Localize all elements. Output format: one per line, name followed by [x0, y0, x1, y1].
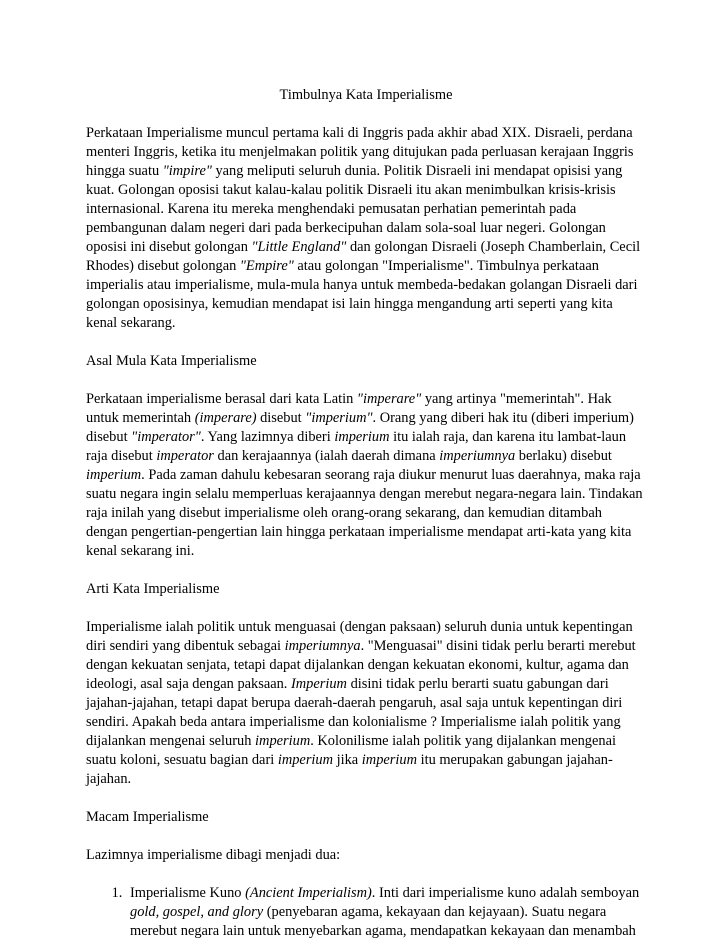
italic-text-run: "imperare" [356, 391, 422, 407]
italic-text-run: imperium [86, 467, 142, 483]
text-run: itu merupakan gabungan jajahan-jajahan. [86, 752, 613, 787]
text-run: disebut [256, 410, 306, 426]
italic-text-run: Imperium [291, 676, 347, 692]
text-run: atau golongan "Imperialisme". Timbulnya perkataan imperialis atau imperialisme, mula-mula hanya untuk membeda-bedakan golangan Disraeli dari golongan oposisinya, kemudian mendapat isi lain hingga mengandung arti seperti yang kita kenal sekarang. [86, 258, 638, 331]
text-run: . Yang lazimnya diberi [200, 429, 335, 445]
heading-asal-mula: Asal Mula Kata Imperialisme [86, 353, 257, 369]
text-run: dan golongan Disraeli (Joseph Chamberlain, Cecil Rhodes) disebut golongan [86, 239, 641, 274]
italic-text-run: imperiumnya [439, 448, 516, 464]
text-run: Perkataan imperialisme berasal dari kata Latin [86, 391, 357, 407]
paragraph-etymology [86, 390, 646, 561]
text-run: (penyebaran agama, kekayaan dan kejayaan). Suatu negara merebut negara lain untuk menyebarkan agama, mendapatkan kekayaan dan menambah [130, 904, 636, 939]
imperialism-types-list [86, 884, 646, 941]
text-run: . Inti dari imperialisme kuno adalah semboyan [371, 885, 640, 901]
paragraph-meaning [86, 618, 646, 789]
paragraph-types-intro: Lazimnya imperialisme dibagi menjadi dua: [86, 847, 341, 863]
italic-text-run: "imperator" [131, 429, 201, 445]
italic-text-run: (Ancient Imperialism) [245, 885, 372, 901]
document-title: Timbulnya Kata Imperialisme [279, 87, 453, 103]
italic-text-run: "imperium" [305, 410, 373, 426]
text-run: . Kolonilisme ialah politik yang dijalankan mengenai suatu koloni, sesuatu bagian dari [86, 733, 616, 768]
italic-text-run: imperiumnya [284, 638, 361, 654]
text-run: jika [333, 752, 362, 768]
text-run: berlaku) disebut [515, 448, 612, 464]
italic-text-run: imperium [334, 429, 390, 445]
text-run: disini tidak perlu berarti suatu gabungan dari jajahan-jajahan, tetapi dapat berupa daerah-daerah pengaruh, asal saja untuk kepentingan diri sendiri. Apakah beda antara imperialisme dan kolonialisme ? Imperialisme ialah politik yang dijalankan mengenai seluruh [86, 676, 623, 749]
text-run: Perkataan Imperialisme muncul pertama kali di Inggris pada akhir abad XIX. Disraeli, perdana menteri Inggris, ketika itu menjelmakan politik yang ditujukan pada perluasan kerajaan Inggris hingga suatu [86, 125, 634, 179]
text-run: Imperialisme ialah politik untuk menguasai (dengan paksaan) seluruh dunia untuk kepentingan diri sendiri yang dibentuk sebagai [86, 619, 633, 654]
text-run: yang meliputi seluruh dunia. Politik Disraeli ini mendapat opisisi yang kuat. Golongan oposisi takut kalau-kalau politik Disraeli itu akan menimbulkan krisis-krisis internasional. Karena itu mereka menghendaki pemusatan perhatian pemerintah pada pembangunan dalam negeri dari pada berkecipuhan dalam sola-soal luar negeri. Golongan oposisi ini disebut golongan [86, 163, 623, 255]
italic-text-run: imperium [255, 733, 311, 749]
text-run: . Orang yang diberi hak itu (diberi imperium) disebut [86, 410, 634, 445]
document-page [86, 86, 646, 941]
italic-text-run: "Empire" [239, 258, 294, 274]
text-run: . Pada zaman dahulu kebesaran seorang raja diukur menurut luas daerahnya, maka raja suatu negara ingin selalu memperluas kerajaannya dengan merebut negara-negara lain. Tindakan raja inilah yang disebut imperialisme oleh orang-orang sekarang, dan kemudian ditambah dengan pengertian-pengertian lain hingga perkataan imperialisme mendapat arti-kata yang kita kenal sekarang ini. [86, 467, 643, 559]
heading-arti-kata: Arti Kata Imperialisme [86, 581, 220, 597]
italic-text-run: gold, gospel, and glory [130, 904, 264, 920]
text-run: Imperialisme Kuno [130, 885, 246, 901]
italic-text-run: (imperare) [194, 410, 257, 426]
paragraph-origin [86, 124, 646, 333]
text-run: dan kerajaannya (ialah daerah dimana [213, 448, 440, 464]
italic-text-run: "impire" [162, 163, 212, 179]
italic-text-run: "Little England" [251, 239, 347, 255]
heading-macam: Macam Imperialisme [86, 809, 209, 825]
text-run: yang artinya "memerintah". Hak untuk memerintah [86, 391, 612, 426]
text-run: itu ialah raja, dan karena itu lambat-laun raja disebut [86, 429, 627, 464]
italic-text-run: imperator [156, 448, 214, 464]
italic-text-run: imperium [277, 752, 334, 768]
italic-text-run: imperium [361, 752, 417, 768]
text-run: . "Menguasai" disini tidak perlu berarti merebut dengan kekuatan senjata, tetapi dapat dijalankan dengan kekuatan ekonomi, kultur, agama dan ideologi, asal saja dengan paksaan. [86, 638, 636, 692]
list-item [126, 884, 646, 941]
